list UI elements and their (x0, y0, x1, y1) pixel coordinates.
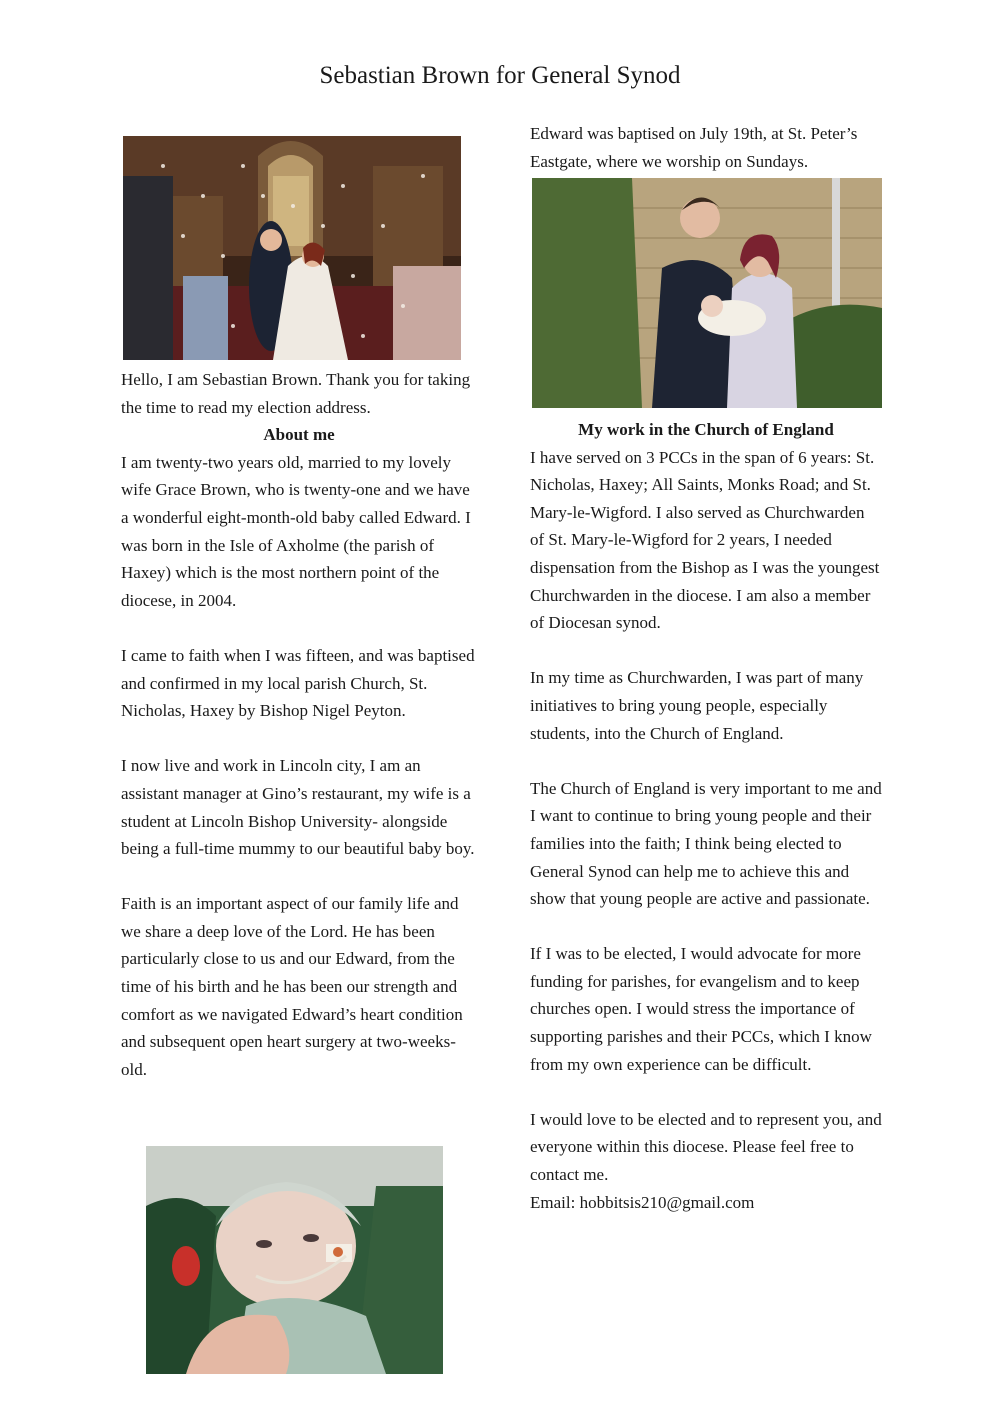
intro-text: Hello, I am Sebastian Brown. Thank you for taking the time to read my election address. (121, 370, 471, 417)
baby-hospital-photo (146, 1146, 443, 1374)
wedding-photo (123, 136, 461, 360)
about-paragraph-4: Faith is an important aspect of our family life and we share a deep love of the Lord. He has been particularly close to us and our Edward, from the time of his birth and he has been our strength and comfort as we navigated Edward’s heart condition and subsequent open heart surgery at two-weeks-old. (121, 894, 463, 1079)
about-paragraph-1: I am twenty-two years old, married to my lovely wife Grace Brown, who is twenty-one and we have a wonderful eight-month-old baby called Edward. I was born in the Isle of Axholme (the parish of Haxey) which is the most northern point of the diocese, in 2004. (121, 452, 471, 610)
page-title: Sebastian Brown for General Synod (319, 62, 681, 89)
right-column-top (530, 120, 882, 175)
right-column-main (530, 416, 882, 1216)
work-heading: My work in the Church of England (578, 420, 834, 439)
email-text[interactable]: Email: hobbitsis210@gmail.com (530, 1192, 755, 1212)
about-paragraph-2: I came to faith when I was fifteen, and was baptised and confirmed in my local parish Church, St. Nicholas, Haxey by Bishop Nigel Peyton. (121, 645, 475, 721)
work-paragraph-5: I would love to be elected and to represent you, and everyone within this diocese. Please feel free to contact me. (530, 1109, 882, 1185)
family-baptism-photo (532, 178, 882, 408)
work-paragraph-1: I have served on 3 PCCs in the span of 6 years: St. Nicholas, Haxey; All Saints, Monks Road; and St. Mary-le-Wigford. I also served as Churchwarden of St. Mary-le-Wigford for 2 years, I needed dispensation from the Bishop as I was the youngest Churchwarden in the diocese. I am also a member of Diocesan synod. (530, 447, 880, 633)
baptism-text: Edward was baptised on July 19th, at St. Peter’s Eastgate, where we worship on Sundays. (530, 124, 858, 171)
work-paragraph-2: In my time as Churchwarden, I was part of many initiatives to bring young people, especially students, into the Church of England. (530, 668, 864, 743)
work-paragraph-3: The Church of England is very important to me and I want to continue to bring young people and their families into the faith; I think being elected to General Synod can help me to achieve this and show that young people are active and passionate. (530, 778, 882, 909)
left-column (121, 366, 477, 1083)
about-heading: About me (263, 425, 335, 445)
about-paragraph-3: I now live and work in Lincoln city, I am an assistant manager at Gino’s restaurant, my wife is a student at Lincoln Bishop University- alongside being a full-time mummy to our beautiful baby boy. (121, 756, 475, 859)
work-paragraph-4: If I was to be elected, I would advocate for more funding for parishes, for evangelism and to keep churches open. I would stress the importance of supporting parishes and their PCCs, which I know from my own experience can be difficult. (530, 944, 872, 1074)
